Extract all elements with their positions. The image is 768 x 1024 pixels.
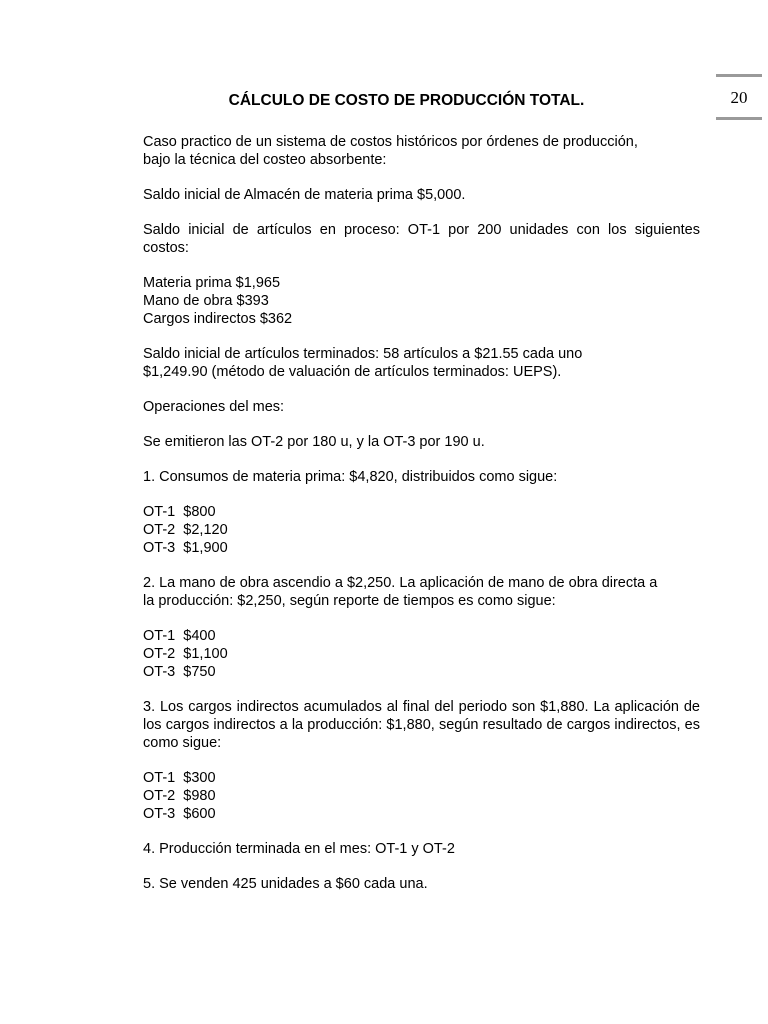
list-item: OT-3 $1,900 [143,540,228,556]
list-item: OT-1 $800 [143,504,216,520]
intro-paragraph [143,133,700,169]
item-3-paragraph: 3. Los cargos indirectos acumulados al final del periodo son $1,880. La aplicación de los cargos indirectos a la producción: $1,880, según resultado de cargos indirectos, es como sigue: [143,699,700,751]
page-number: 20 [730,88,748,107]
item-1-list [143,503,700,557]
costo-inicial-item: Cargos indirectos $362 [143,311,293,327]
item-1-paragraph: 1. Consumos de materia prima: $4,820, distribuidos como sigue: [143,469,558,485]
emision-paragraph: Se emitieron las OT-2 por 180 u, y la OT-3 por 190 u. [143,434,485,450]
page-marker-bottom-rule [716,117,762,120]
saldo-terminados-line-1: Saldo inicial de artículos terminados: 58 artículos a $21.55 cada uno [143,346,583,362]
item-2-line-1: 2. La mano de obra ascendio a $2,250. La aplicación de mano de obra directa a [143,575,658,591]
list-item: OT-3 $750 [143,664,216,680]
saldo-terminados [143,345,700,381]
list-item: OT-2 $980 [143,788,216,804]
page-title: CÁLCULO DE COSTO DE PRODUCCIÓN TOTAL. [228,92,585,109]
item-2-line-2: la producción: $2,250, según reporte de tiempos es como sigue: [143,593,556,609]
list-item: OT-2 $1,100 [143,646,228,662]
saldo-terminados-line-2: $1,249.90 (método de valuación de artículos terminados: UEPS). [143,364,562,380]
saldo-materia-prima: Saldo inicial de Almacén de materia prima $5,000. [143,187,466,203]
item-2-list [143,627,700,681]
intro-line-2: bajo la técnica del costeo absorbente: [143,152,387,168]
page-number-marker [716,72,762,122]
item-5-paragraph: 5. Se venden 425 unidades a $60 cada una. [143,876,428,892]
item-4-paragraph: 4. Producción terminada en el mes: OT-1 y OT-2 [143,841,455,857]
saldo-proceso: Saldo inicial de artículos en proceso: OT-1 por 200 unidades con los siguientes costos: [143,222,700,256]
costo-inicial-item: Mano de obra $393 [143,293,269,309]
list-item: OT-2 $2,120 [143,522,228,538]
costos-iniciales-list [143,274,700,328]
intro-line-1: Caso practico de un sistema de costos históricos por órdenes de producción, [143,134,638,150]
item-2-paragraph [143,574,700,610]
item-3-list [143,769,700,823]
list-item: OT-1 $400 [143,628,216,644]
list-item: OT-1 $300 [143,770,216,786]
costo-inicial-item: Materia prima $1,965 [143,275,281,291]
operaciones-heading: Operaciones del mes: [143,399,285,415]
list-item: OT-3 $600 [143,806,216,822]
page-marker-top-rule [716,74,762,77]
document-body [143,133,700,910]
